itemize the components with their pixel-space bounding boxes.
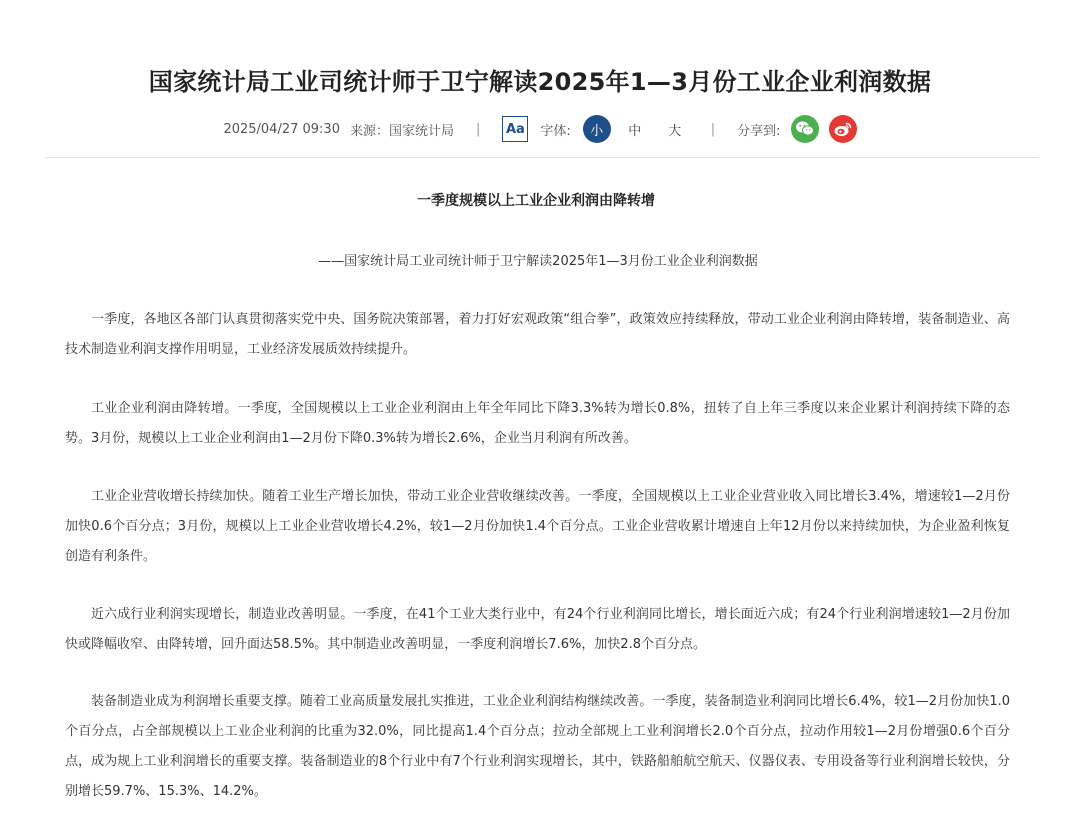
share-weibo-button[interactable] bbox=[829, 115, 857, 143]
share-label: 分享到: bbox=[737, 123, 781, 139]
meta-separator: | bbox=[475, 121, 481, 137]
page-title: 国家统计局工业司统计师于卫宁解读2025年1—3月份工业企业利润数据 bbox=[148, 68, 932, 97]
article-paragraph: 一季度，各地区各部门认真贯彻落实党中央、国务院决策部署，着力打好宏观政策“组合拳”，政策效应持续释放，带动工业企业利润由降转增，装备制造业、高技术制造业利润支撑作用明显，工业经济发展质效持续提升。 bbox=[65, 312, 1010, 357]
share-wechat-button[interactable] bbox=[791, 115, 819, 143]
article-paragraph: 装备制造业成为利润增长重要支撑。随着工业高质量发展扎实推进，工业企业利润结构继续改善。一季度，装备制造业利润同比增长6.4%，较1—2月份加快1.0个百分点，占全部规模以上工业企业利润的比重为32.0%，同比提高1.4个百分点；拉动全部规上工业利润增长2.0个百分点，拉动作用较1—2月份增强0.6个百分点，成为规上工业利润增长的重要支撑。装备制造业的8个行业中有7个行业利润实现增长，其中，铁路船舶航空航天、仪器仪表、专用设备等行业利润增长较快，分别增长59.7%、15.3%、14.2%。 bbox=[65, 694, 1010, 799]
article-paragraph: 工业企业营收增长持续加快。随着工业生产增长加快，带动工业企业营收继续改善。一季度，全国规模以上工业企业营业收入同比增长3.4%，增速较1—2月份加快0.6个百分点；3月份，规模以上工业企业营收增长4.2%，较1—2月份加快1.4个百分点。工业企业营收累计增速自上年12月份以来持续加快，为企业盈利恢复创造有利条件。 bbox=[65, 489, 1010, 564]
article-paragraph: 近六成行业利润实现增长，制造业改善明显。一季度，在41个工业大类行业中，有24个行业利润同比增长，增长面近六成；有24个行业利润增速较1—2月份加快或降幅收窄、由降转增，回升面达58.5%。其中制造业改善明显，一季度利润增长7.6%，加快2.8个百分点。 bbox=[65, 607, 1010, 652]
header-divider bbox=[45, 157, 1039, 158]
article-dek: ——国家统计局工业司统计师于卫宁解读2025年1—3月份工业企业利润数据 bbox=[318, 254, 758, 269]
font-size-label: 字体: bbox=[540, 123, 571, 139]
font-size-small-button[interactable]: 小 bbox=[583, 115, 611, 143]
article-paragraph: 工业企业利润由降转增。一季度，全国规模以上工业企业利润由上年全年同比下降3.3%转为增长0.8%，扭转了自上年三季度以来企业累计利润持续下降的态势。3月份，规模以上工业企业利润由1—2月份下降0.3%转为增长2.6%，企业当月利润有所改善。 bbox=[65, 401, 1010, 446]
article-meta-bar bbox=[0, 114, 1080, 144]
font-size-icon: Aa bbox=[502, 116, 528, 142]
meta-separator: | bbox=[710, 121, 716, 137]
article-subtitle: 一季度规模以上工业企业利润由降转增 bbox=[417, 193, 655, 209]
font-size-large-button[interactable]: 大 bbox=[668, 123, 682, 139]
wechat-icon bbox=[795, 120, 815, 138]
publish-datetime: 2025/04/27 09:30 bbox=[223, 121, 340, 137]
article-source: 来源：国家统计局 bbox=[349, 123, 454, 139]
font-size-medium-button[interactable]: 中 bbox=[628, 123, 642, 139]
weibo-icon bbox=[833, 120, 853, 138]
